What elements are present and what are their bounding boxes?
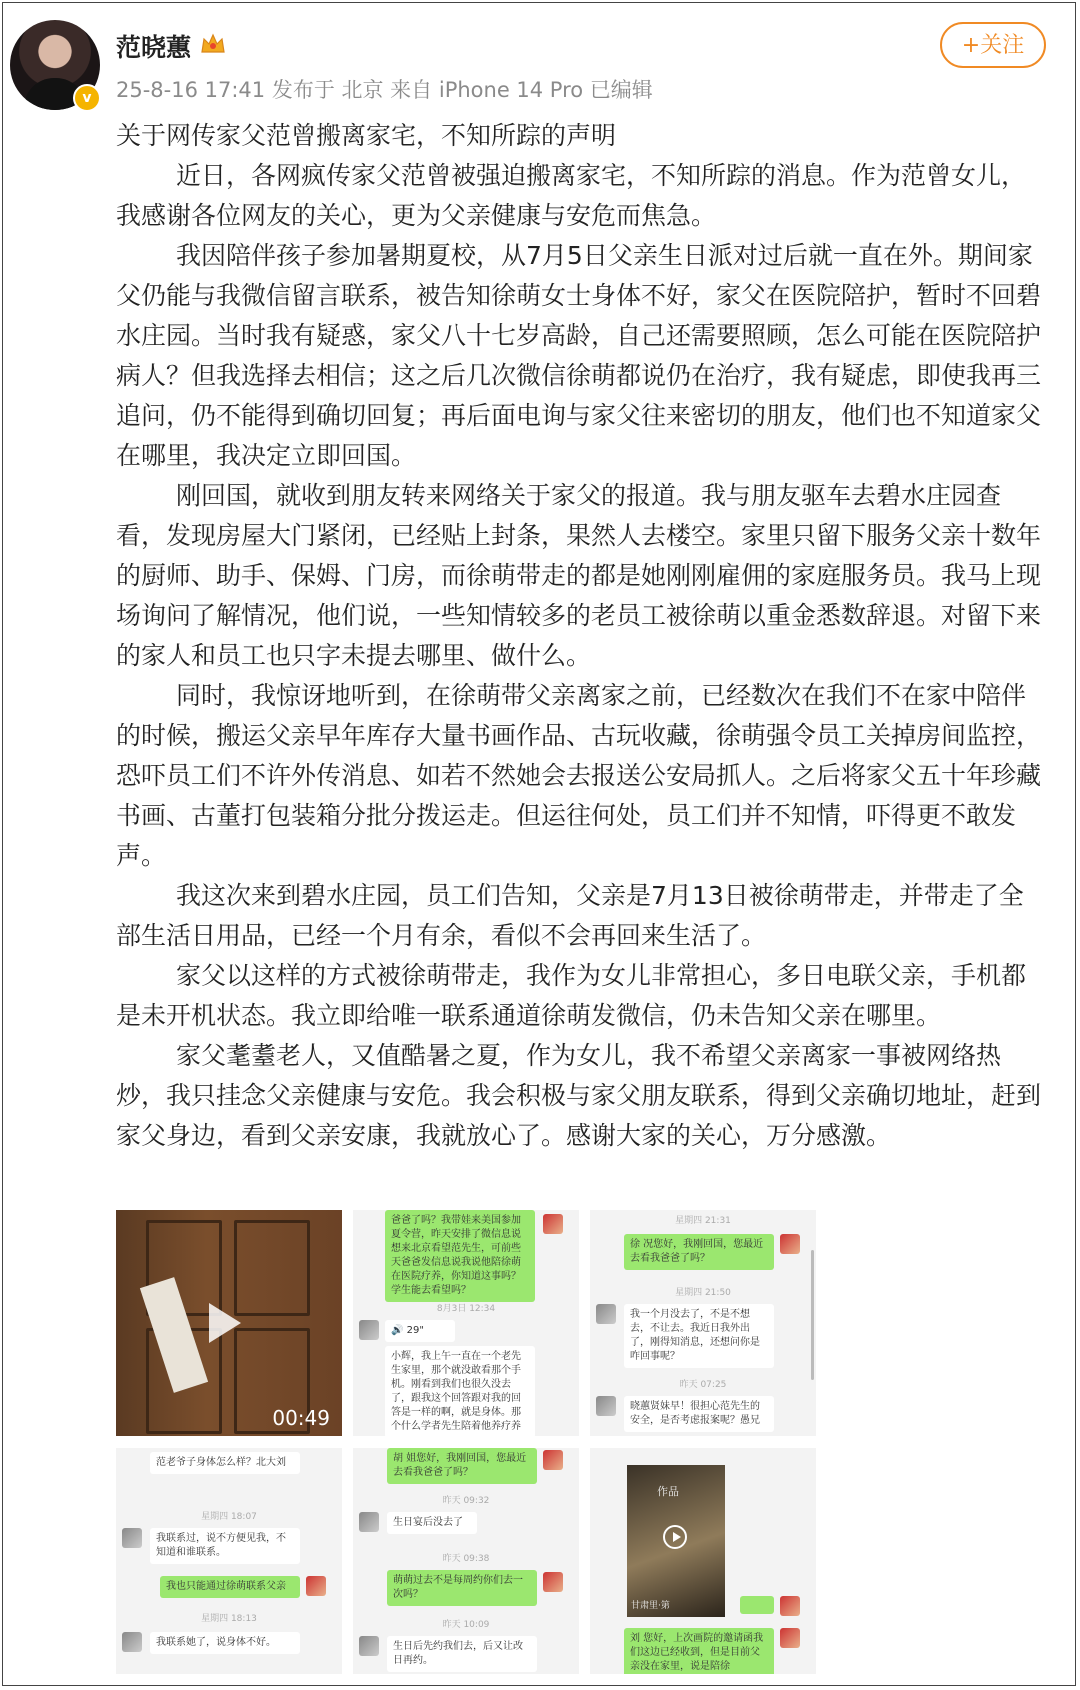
shared-video-card[interactable] (627, 1465, 725, 1617)
scrollbar (811, 1250, 814, 1380)
chat-timestamp: 星期四 21:31 (675, 1216, 731, 1226)
video-thumbnail[interactable] (116, 1210, 342, 1436)
chat-avatar (543, 1450, 563, 1470)
post-paragraph: 刚回国，就收到朋友转来网络关于家父的报道。我与朋友驱车去碧水庄园查看，发现房屋大门紧闭，已经贴上封条，果然人去楼空。家里只留下服务父亲十数年的厨师、助手、保姆、门房，而徐萌带走的都是她刚刚雇佣的家庭服务员。我马上现场询问了解情况，他们说，一些知情较多的老员工被徐萌以重金悉数辞退。对留下来的家人和员工也只字未提去哪里、做什么。 (116, 481, 1042, 670)
chat-bubble: 胡 姐您好，我刚回国，您最近去看我爸爸了吗？ (387, 1448, 537, 1484)
chat-timestamp: 昨天 09:32 (442, 1496, 490, 1506)
chat-avatar (359, 1512, 379, 1532)
chat-avatar (780, 1234, 800, 1254)
chat-avatar (122, 1528, 142, 1548)
voice-message: 🔊 29" (385, 1320, 455, 1342)
post-paragraph: 我这次来到碧水庄园，员工们告知，父亲是7月13日被徐萌带走，并带走了全部生活日用品，已经一个月有余，看似不会再回来生活了。 (116, 881, 1024, 950)
chat-timestamp: 星期四 21:50 (675, 1288, 731, 1298)
chat-timestamp: 8月3日 12:34 (436, 1304, 496, 1314)
chat-screenshot[interactable] (590, 1448, 816, 1674)
chat-bubble: 范老爷子身体怎么样？北大刘 (150, 1452, 300, 1474)
crown-icon (200, 32, 226, 56)
chat-avatar (596, 1304, 616, 1324)
post-paragraph: 近日，各网疯传家父范曾被强迫搬离家宅，不知所踪的消息。作为范曾女儿，我感谢各位网友的关心，更为父亲健康与安危而焦急。 (116, 161, 1027, 230)
play-icon[interactable] (663, 1525, 687, 1549)
chat-bubble: 生日宴后没去了 (387, 1512, 477, 1534)
chat-timestamp: 昨天 07:25 (679, 1380, 727, 1390)
chat-bubble: 小辉，我上午一直在一个老先生家里，那个就没敢看那个手机。刚看到我们也很久没去了，跟我这个回答跟对我的回答是一样的啊，就是身体。那个什么学者先生陪着他养疗养 (385, 1346, 535, 1436)
image-grid (116, 1210, 816, 1674)
chat-bubble: 刘 您好，上次画院的邀请函我们这边已经收到，但是目前父亲没在家里，说是陪徐 (624, 1628, 774, 1674)
chat-timestamp: 昨天 10:09 (442, 1620, 490, 1630)
chat-bubble: 爸爸了吗？我带娃来美国参加夏令营，昨天安排了微信息说想来北京看望范先生，可前些天爸爸发信息说我说他陪徐萌在医院疗养，你知道这事吗？学生能去看望吗？ (385, 1210, 535, 1302)
chat-bubble: 生日后先约我们去，后又让改日再约。 (387, 1636, 537, 1672)
post-paragraph: 我因陪伴孩子参加暑期夏校，从7月5日父亲生日派对过后就一直在外。期间家父仍能与我微信留言联系，被告知徐萌女士身体不好，家父在医院陪护，暂时不回碧水庄园。当时我有疑惑，家父八十七岁高龄，自己还需要照顾，怎么可能在医院陪护病人？但我选择去相信；这之后几次微信徐萌都说仍在治疗，我有疑虑，即使我再三追问，仍不能得到确切回复；再后面电询与家父往来密切的朋友，他们也不知道家父在哪里，我决定立即回国。 (116, 241, 1042, 470)
post-paragraph: 家父耄耋老人，又值酷暑之夏，作为女儿，我不希望父亲离家一事被网络热炒，我只挂念父亲健康与安危。我会积极与家父朋友联系，得到父亲确切地址，赶到家父身边，看到父亲安康，我就放心了。感谢大家的关心，万分感激。 (116, 1041, 1042, 1150)
video-duration: 00:49 (272, 1406, 330, 1430)
chat-bubble: 晓蕙贤妹早！很担心范先生的安全，是否考虑报案呢？愚兄 (624, 1396, 774, 1432)
post-body (116, 116, 1046, 1156)
chat-timestamp: 昨天 09:38 (442, 1554, 490, 1564)
chat-timestamp: 星期四 18:13 (201, 1614, 257, 1624)
chat-avatar (543, 1572, 563, 1592)
chat-avatar (543, 1214, 563, 1234)
voice-duration: 29" (406, 1325, 424, 1336)
emoji-bubble (740, 1596, 774, 1614)
chat-avatar (780, 1596, 800, 1616)
chat-timestamp: 星期四 18:07 (201, 1512, 257, 1522)
chat-screenshot[interactable] (353, 1448, 579, 1674)
chat-bubble: 萌萌过去不是每周约你们去一次吗？ (387, 1570, 537, 1606)
follow-button[interactable]: +关注 (940, 22, 1046, 68)
verified-icon: v (73, 84, 101, 112)
chat-bubble: 我联系过，说不方便见我，不知道和谁联系。 (150, 1528, 300, 1564)
chat-avatar (306, 1576, 326, 1596)
chat-avatar (596, 1396, 616, 1416)
chat-avatar (359, 1636, 379, 1656)
post-paragraph: 同时，我惊讶地听到，在徐萌带父亲离家之前，已经数次在我们不在家中陪伴的时候，搬运父亲早年库存大量书画作品、古玩收藏，徐萌强令员工关掉房间监控，恐吓员工们不许外传消息、如若不然她会去报送公安局抓人。之后将家父五十年珍藏书画、古董打包装箱分批分拨运走。但运往何处，员工们并不知情，吓得更不敢发声。 (116, 681, 1042, 870)
chat-bubble: 我联系她了，说身体不好。 (150, 1632, 300, 1654)
post-title: 关于网传家父范曾搬离家宅，不知所踪的声明 (116, 121, 617, 150)
chat-screenshot[interactable] (116, 1448, 342, 1674)
chat-screenshot[interactable] (590, 1210, 816, 1436)
chat-avatar (122, 1632, 142, 1652)
chat-screenshot[interactable] (353, 1210, 579, 1436)
chat-avatar (780, 1628, 800, 1648)
user-name[interactable]: 范晓蕙 (116, 33, 192, 62)
chat-bubble: 我一个月没去了，不是不想去，不让去。我近日我外出了，刚得知消息，还想问你是咋回事呢？ (624, 1304, 774, 1368)
post-meta: 25-8-16 17:41 发布于 北京 来自 iPhone 14 Pro 已编辑 (116, 78, 653, 102)
play-icon[interactable] (209, 1303, 241, 1343)
chat-bubble: 徐 况您好，我刚回国，您最近去看我爸爸了吗？ (624, 1234, 774, 1270)
post-paragraph: 家父以这样的方式被徐萌带走，我作为女儿非常担心，多日电联父亲，手机都是未开机状态。我立即给唯一联系通道徐萌发微信，仍未告知父亲在哪里。 (116, 961, 1027, 1030)
chat-bubble: 我也只能通过徐萌联系父亲 (160, 1576, 300, 1598)
video-card-source: 甘肃里·第 (631, 1601, 670, 1611)
chat-avatar (359, 1320, 379, 1340)
video-card-label: 作品 (657, 1485, 679, 1498)
